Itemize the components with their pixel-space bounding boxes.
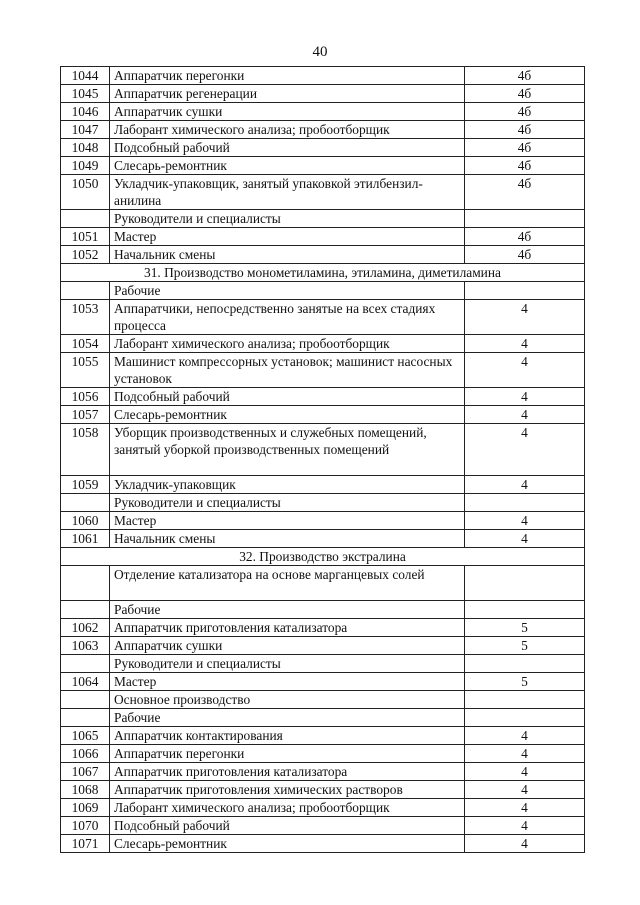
group-heading: Рабочие [110, 709, 465, 727]
page-number: 40 [312, 44, 328, 60]
group-heading-row [61, 566, 585, 601]
profession-name: Аппаратчик сушки [110, 103, 465, 121]
table-row [61, 781, 585, 799]
profession-name: Аппаратчик перегонки [110, 745, 465, 763]
profession-name: Лаборант химического анализа; пробоотборщик [110, 335, 465, 353]
class-value: 4 [465, 745, 585, 763]
class-value: 4б [465, 67, 585, 85]
profession-name: Аппаратчик приготовления химических растворов [110, 781, 465, 799]
profession-name: Подсобный рабочий [110, 817, 465, 835]
profession-name: Мастер [110, 512, 465, 530]
group-heading-row [61, 210, 585, 228]
row-number: 1055 [61, 353, 110, 388]
group-heading-row [61, 601, 585, 619]
table-row [61, 85, 585, 103]
row-number: 1059 [61, 476, 110, 494]
profession-name: Аппаратчики, непосредственно занятые на всех стадиях процесса [110, 300, 465, 335]
class-value: 4б [465, 228, 585, 246]
table-row [61, 512, 585, 530]
row-number: 1069 [61, 799, 110, 817]
row-number: 1065 [61, 727, 110, 745]
table-row [61, 228, 585, 246]
section-heading-row [61, 264, 585, 282]
row-number: 1052 [61, 246, 110, 264]
row-number: 1063 [61, 637, 110, 655]
class-value [465, 655, 585, 673]
class-value: 4 [465, 300, 585, 335]
row-number: 1050 [61, 175, 110, 210]
table-row [61, 727, 585, 745]
class-value: 4б [465, 121, 585, 139]
profession-name: Укладчик-упаковщик [110, 476, 465, 494]
row-number: 1066 [61, 745, 110, 763]
table-row [61, 745, 585, 763]
table-row [61, 246, 585, 264]
profession-name: Слесарь-ремонтник [110, 406, 465, 424]
class-value: 4 [465, 388, 585, 406]
class-value: 4 [465, 512, 585, 530]
group-heading: Рабочие [110, 601, 465, 619]
profession-name: Аппаратчик приготовления катализатора [110, 763, 465, 781]
table-row [61, 799, 585, 817]
profession-name: Лаборант химического анализа; пробоотборщик [110, 799, 465, 817]
row-number: 1057 [61, 406, 110, 424]
class-value [465, 566, 585, 601]
profession-table [60, 66, 585, 853]
class-value: 4 [465, 424, 585, 476]
class-value: 5 [465, 637, 585, 655]
class-value: 4 [465, 727, 585, 745]
class-value: 4б [465, 103, 585, 121]
group-heading-row [61, 494, 585, 512]
section-heading: 31. Производство монометиламина, этиламина, диметиламина [61, 264, 585, 282]
row-number [61, 566, 110, 601]
class-value [465, 601, 585, 619]
row-number: 1067 [61, 763, 110, 781]
row-number: 1062 [61, 619, 110, 637]
row-number [61, 210, 110, 228]
section-heading-row [61, 548, 585, 566]
group-heading: Руководители и специалисты [110, 210, 465, 228]
profession-name: Подсобный рабочий [110, 139, 465, 157]
table-row [61, 67, 585, 85]
group-heading: Руководители и специалисты [110, 494, 465, 512]
row-number [61, 282, 110, 300]
class-value: 4 [465, 835, 585, 853]
class-value: 4 [465, 335, 585, 353]
row-number: 1061 [61, 530, 110, 548]
table-row [61, 121, 585, 139]
class-value [465, 709, 585, 727]
table-row [61, 300, 585, 335]
class-value: 5 [465, 619, 585, 637]
row-number: 1045 [61, 85, 110, 103]
row-number: 1068 [61, 781, 110, 799]
profession-name: Укладчик-упаковщик, занятый упаковкой этилбензил-анилина [110, 175, 465, 210]
table-row [61, 353, 585, 388]
row-number: 1060 [61, 512, 110, 530]
group-heading: Руководители и специалисты [110, 655, 465, 673]
row-number: 1049 [61, 157, 110, 175]
section-heading: 32. Производство экстралина [61, 548, 585, 566]
class-value [465, 210, 585, 228]
table-row [61, 103, 585, 121]
table-row [61, 763, 585, 781]
profession-name: Слесарь-ремонтник [110, 157, 465, 175]
row-number: 1058 [61, 424, 110, 476]
row-number: 1056 [61, 388, 110, 406]
row-number [61, 494, 110, 512]
class-value [465, 691, 585, 709]
row-number [61, 709, 110, 727]
table-row [61, 139, 585, 157]
table-row [61, 424, 585, 476]
table-row [61, 530, 585, 548]
profession-name: Подсобный рабочий [110, 388, 465, 406]
table-row [61, 673, 585, 691]
class-value: 4 [465, 817, 585, 835]
table-row [61, 157, 585, 175]
row-number: 1064 [61, 673, 110, 691]
profession-name: Аппаратчик контактирования [110, 727, 465, 745]
profession-name: Мастер [110, 673, 465, 691]
table-row [61, 175, 585, 210]
profession-name: Машинист компрессорных установок; машинист насосных установок [110, 353, 465, 388]
class-value: 4 [465, 799, 585, 817]
class-value [465, 494, 585, 512]
row-number: 1053 [61, 300, 110, 335]
group-heading: Отделение катализатора на основе марганцевых солей [110, 566, 465, 601]
class-value: 4б [465, 175, 585, 210]
table-row [61, 637, 585, 655]
profession-name: Лаборант химического анализа; пробоотборщик [110, 121, 465, 139]
class-value: 5 [465, 673, 585, 691]
table-row [61, 476, 585, 494]
row-number: 1047 [61, 121, 110, 139]
row-number: 1044 [61, 67, 110, 85]
row-number: 1054 [61, 335, 110, 353]
class-value: 4 [465, 781, 585, 799]
group-heading-row [61, 282, 585, 300]
profession-name: Начальник смены [110, 246, 465, 264]
profession-name: Аппаратчик регенерации [110, 85, 465, 103]
row-number: 1046 [61, 103, 110, 121]
row-number: 1071 [61, 835, 110, 853]
row-number: 1048 [61, 139, 110, 157]
row-number [61, 601, 110, 619]
class-value: 4 [465, 763, 585, 781]
row-number [61, 691, 110, 709]
class-value: 4 [465, 476, 585, 494]
profession-name: Мастер [110, 228, 465, 246]
class-value: 4б [465, 157, 585, 175]
class-value: 4 [465, 406, 585, 424]
table-row [61, 388, 585, 406]
class-value: 4б [465, 139, 585, 157]
table-row [61, 335, 585, 353]
row-number: 1070 [61, 817, 110, 835]
class-value: 4б [465, 246, 585, 264]
class-value: 4 [465, 530, 585, 548]
class-value [465, 282, 585, 300]
profession-name: Аппаратчик сушки [110, 637, 465, 655]
profession-name: Аппаратчик приготовления катализатора [110, 619, 465, 637]
group-heading-row [61, 709, 585, 727]
profession-name: Начальник смены [110, 530, 465, 548]
group-heading-row [61, 655, 585, 673]
group-heading: Рабочие [110, 282, 465, 300]
row-number [61, 655, 110, 673]
profession-name: Аппаратчик перегонки [110, 67, 465, 85]
table-body [61, 67, 585, 853]
table-row [61, 835, 585, 853]
class-value: 4 [465, 353, 585, 388]
profession-name: Уборщик производственных и служебных помещений, занятый уборкой производственных помещений [110, 424, 465, 476]
profession-name: Слесарь-ремонтник [110, 835, 465, 853]
table-row [61, 817, 585, 835]
group-heading: Основное производство [110, 691, 465, 709]
group-heading-row [61, 691, 585, 709]
table-row [61, 406, 585, 424]
table-row [61, 619, 585, 637]
row-number: 1051 [61, 228, 110, 246]
class-value: 4б [465, 85, 585, 103]
